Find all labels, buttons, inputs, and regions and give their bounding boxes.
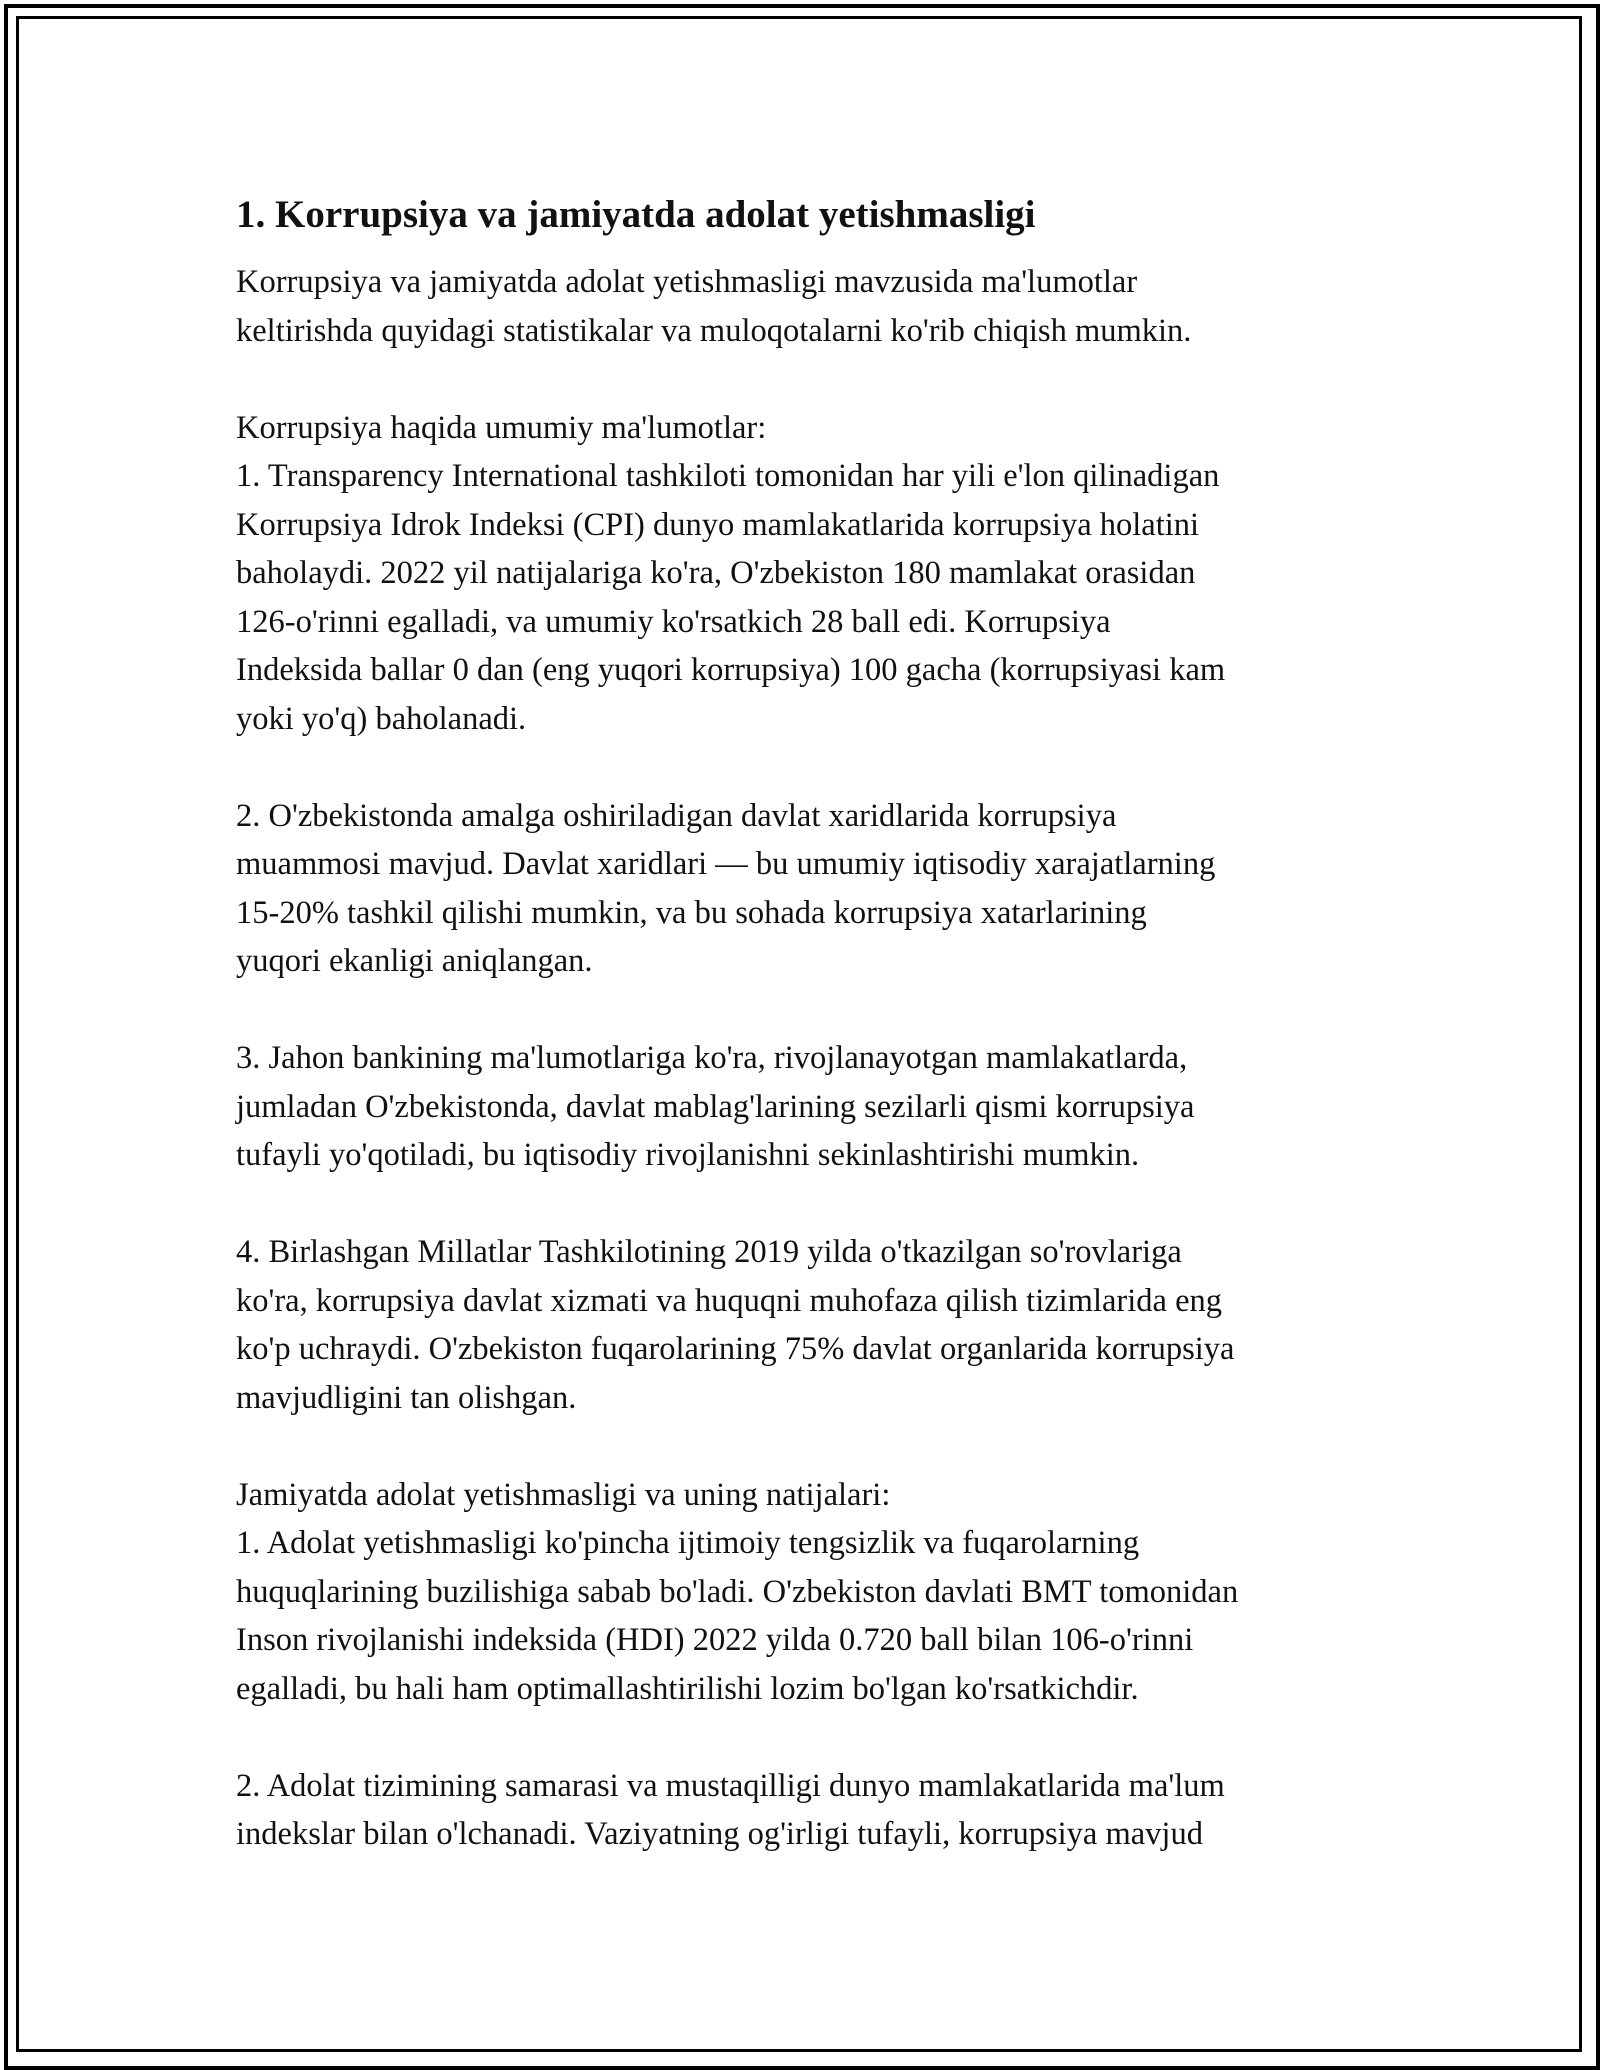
text-line: indekslar bilan o'lchanadi. Vaziyatning og'irligi tufayli, korrupsiya mavjud bbox=[236, 1816, 1203, 1852]
text-line: Jamiyatda adolat yetishmasligi va uning natijalari: bbox=[236, 1476, 891, 1513]
text-line: mavjudligini tan olishgan. bbox=[236, 1379, 577, 1416]
paragraph-procurement bbox=[236, 792, 1376, 986]
paragraph-world-bank bbox=[236, 1034, 1376, 1180]
text-line: Korrupsiya va jamiyatda adolat yetishmasligi mavzusida ma'lumotlar bbox=[236, 264, 1138, 300]
text-line: tufayli yo'qotiladi, bu iqtisodiy rivojlanishni sekinlashtirishi mumkin. bbox=[236, 1137, 1140, 1173]
paragraph-un-survey bbox=[236, 1228, 1376, 1422]
text-line: 15-20% tashkil qilishi mumkin, va bu sohada korrupsiya xatarlarining bbox=[236, 894, 1147, 931]
text-line: 1. Adolat yetishmasligi ko'pincha ijtimoiy tengsizlik va fuqarolarning bbox=[236, 1525, 1140, 1561]
document-title: 1. Korrupsiya va jamiyatda adolat yetishmasligi bbox=[236, 193, 1036, 236]
text-line: ko'ra, korrupsiya davlat xizmati va huquqni muhofaza qilish tizimlarida eng bbox=[236, 1282, 1222, 1319]
text-line: 1. Transparency International tashkiloti tomonidan har yili e'lon qilinadigan bbox=[236, 458, 1220, 494]
paragraph-intro bbox=[236, 258, 1376, 355]
text-line: Korrupsiya Idrok Indeksi (CPI) dunyo mamlakatlarida korrupsiya holatini bbox=[236, 506, 1200, 543]
document-body bbox=[236, 190, 1376, 1907]
text-line: Indeksida ballar 0 dan (eng yuqori korrupsiya) 100 gacha (korrupsiyasi kam bbox=[236, 652, 1226, 688]
paragraph-justice-general bbox=[236, 1471, 1376, 1714]
text-line: 126-o'rinni egalladi, va umumiy ko'rsatkich 28 ball edi. Korrupsiya bbox=[236, 603, 1111, 640]
text-line: 3. Jahon bankining ma'lumotlariga ko'ra, rivojlanayotgan mamlakatlarda, bbox=[236, 1040, 1188, 1076]
text-line: ko'p uchraydi. O'zbekiston fuqarolarining 75% davlat organlarida korrupsiya bbox=[236, 1331, 1235, 1367]
text-line: jumladan O'zbekistonda, davlat mablag'larining sezilarli qismi korrupsiya bbox=[236, 1088, 1195, 1125]
text-line: yoki yo'q) baholanadi. bbox=[236, 700, 527, 737]
paragraph-corruption-general bbox=[236, 404, 1376, 744]
text-line: huquqlarining buzilishiga sabab bo'ladi. O'zbekiston davlati BMT tomonidan bbox=[236, 1573, 1239, 1610]
text-line: keltirishda quyidagi statistikalar va muloqotalarni ko'rib chiqish mumkin. bbox=[236, 312, 1192, 349]
text-line: yuqori ekanligi aniqlangan. bbox=[236, 943, 593, 979]
text-line: baholaydi. 2022 yil natijalariga ko'ra, O'zbekiston 180 mamlakat orasidan bbox=[236, 555, 1196, 591]
text-line: 2. O'zbekistonda amalga oshiriladigan davlat xaridlarida korrupsiya bbox=[236, 797, 1117, 834]
text-line: muammosi mavjud. Davlat xaridlari — bu umumiy iqtisodiy xarajatlarning bbox=[236, 846, 1216, 882]
text-line: egalladi, bu hali ham optimallashtirilishi lozim bo'lgan ko'rsatkichdir. bbox=[236, 1670, 1139, 1707]
text-line: 4. Birlashgan Millatlar Tashkilotining 2019 yilda o'tkazilgan so'rovlariga bbox=[236, 1234, 1182, 1270]
text-line: 2. Adolat tizimining samarasi va mustaqilligi dunyo mamlakatlarida ma'lum bbox=[236, 1767, 1225, 1804]
paragraph-justice-system bbox=[236, 1762, 1376, 1859]
text-line: Korrupsiya haqida umumiy ma'lumotlar: bbox=[236, 409, 767, 446]
text-line: Inson rivojlanishi indeksida (HDI) 2022 yilda 0.720 ball bilan 106-o'rinni bbox=[236, 1622, 1194, 1658]
